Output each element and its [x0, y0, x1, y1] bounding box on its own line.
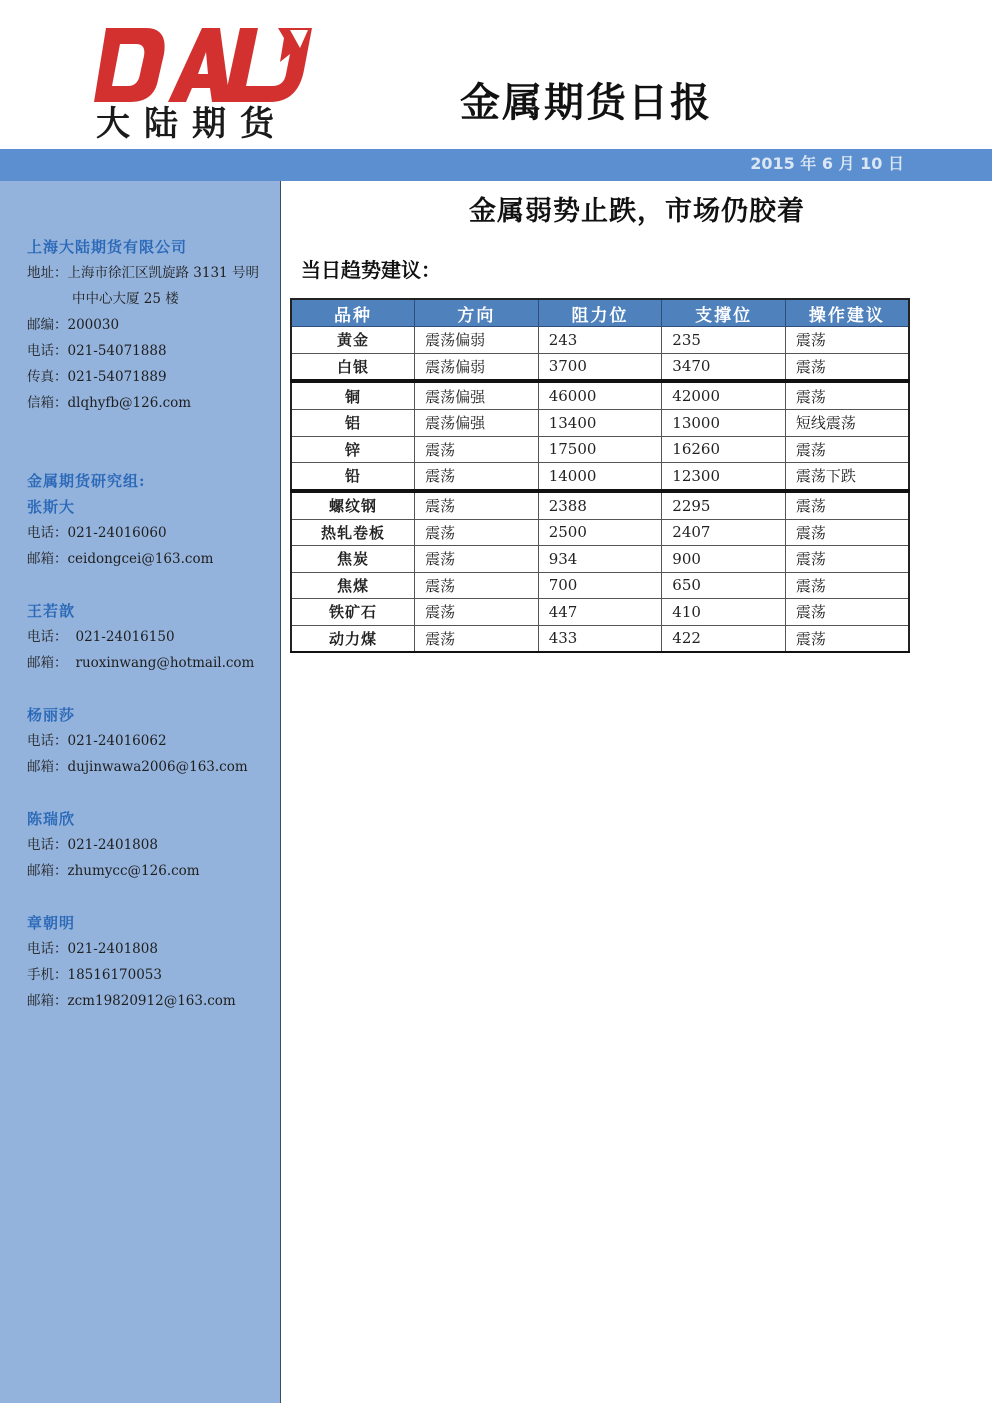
cell-direction: 震荡: [415, 436, 539, 463]
member-phone-line: [27, 624, 254, 650]
team-block-zhang: [27, 468, 213, 572]
cell-support: 16260: [662, 436, 786, 463]
report-date: 2015 年 6 月 10 日: [750, 154, 904, 173]
mail-value[interactable]: dlqhyfb@126.com: [67, 395, 192, 411]
cell-advice: 震荡: [785, 572, 909, 599]
cell-resistance: 14000: [538, 463, 662, 491]
cell-support: 235: [662, 327, 786, 354]
mobile-value: 18516170053: [67, 967, 162, 983]
cell-resistance: 934: [538, 546, 662, 573]
table-row: [291, 546, 909, 573]
company-info: [27, 234, 259, 416]
cell-variety: 铝: [291, 410, 415, 437]
cell-variety: 铁矿石: [291, 599, 415, 626]
cell-direction: 震荡偏强: [415, 381, 539, 410]
trend-table: [290, 298, 910, 653]
email-value[interactable]: dujinwawa2006@163.com: [67, 759, 248, 775]
cell-support: 900: [662, 546, 786, 573]
cell-support: 12300: [662, 463, 786, 491]
member-name: 陈瑞欣: [27, 810, 76, 828]
cell-resistance: 17500: [538, 436, 662, 463]
cell-variety: 热轧卷板: [291, 519, 415, 546]
email-value[interactable]: zcm19820912@163.com: [67, 993, 236, 1009]
cell-resistance: 433: [538, 625, 662, 652]
cell-variety: 动力煤: [291, 625, 415, 652]
phone-value: 021-24016062: [67, 733, 167, 749]
email-value[interactable]: ceidongcei@163.com: [67, 551, 214, 567]
cell-resistance: 447: [538, 599, 662, 626]
header-advice: 操作建议: [785, 299, 909, 327]
fax-label: 传真：: [27, 369, 68, 385]
member-phone-line: [27, 832, 200, 858]
cell-resistance: 700: [538, 572, 662, 599]
team-block-zhangchaoming: [27, 910, 236, 1014]
cell-advice: 震荡: [785, 546, 909, 573]
email-label: 邮箱：: [27, 551, 68, 567]
cell-direction: 震荡: [415, 519, 539, 546]
cell-resistance: 46000: [538, 381, 662, 410]
phone-value: 021-24016150: [75, 629, 175, 645]
table-row: [291, 381, 909, 410]
cell-advice: 震荡: [785, 491, 909, 520]
cell-advice: 震荡: [785, 436, 909, 463]
team-title: 金属期货研究组:: [27, 472, 146, 490]
phone-value: 021-24016060: [67, 525, 167, 541]
header-resistance: 阻力位: [538, 299, 662, 327]
company-logo: [94, 24, 312, 142]
email-value[interactable]: ruoxinwang@hotmail.com: [75, 655, 255, 671]
cell-advice: 震荡: [785, 353, 909, 381]
cell-support: 42000: [662, 381, 786, 410]
cell-direction: 震荡偏弱: [415, 327, 539, 354]
cell-variety: 黄金: [291, 327, 415, 354]
email-label: 邮箱：: [27, 993, 68, 1009]
cell-variety: 螺纹钢: [291, 491, 415, 520]
email-label: 邮箱：: [27, 655, 68, 671]
cell-direction: 震荡: [415, 599, 539, 626]
cell-direction: 震荡: [415, 546, 539, 573]
cell-resistance: 2388: [538, 491, 662, 520]
address-value: 上海市徐汇区凯旋路 3131 号明: [67, 265, 259, 281]
cell-variety: 焦炭: [291, 546, 415, 573]
cell-direction: 震荡偏强: [415, 410, 539, 437]
phone-label: 电话：: [27, 525, 68, 541]
table-row: [291, 599, 909, 626]
table-row: [291, 572, 909, 599]
phone-label: 电话：: [27, 629, 68, 645]
email-label: 邮箱：: [27, 863, 68, 879]
member-phone-line: [27, 728, 248, 754]
cell-variety: 铜: [291, 381, 415, 410]
cell-direction: 震荡: [415, 491, 539, 520]
cell-resistance: 3700: [538, 353, 662, 381]
cell-direction: 震荡: [415, 463, 539, 491]
fax-value: 021-54071889: [67, 369, 167, 385]
cell-advice: 震荡: [785, 599, 909, 626]
cell-advice: 震荡: [785, 625, 909, 652]
phone-value: 021-2401808: [67, 837, 158, 853]
cell-support: 422: [662, 625, 786, 652]
cell-direction: 震荡偏弱: [415, 353, 539, 381]
cell-support: 2407: [662, 519, 786, 546]
zip-label: 邮编：: [27, 317, 68, 333]
member-name: 张斯大: [27, 498, 76, 516]
member-mobile-line: [27, 962, 236, 988]
header-variety: 品种: [291, 299, 415, 327]
header-support: 支撑位: [662, 299, 786, 327]
member-email-line: [27, 546, 213, 572]
member-email-line: [27, 858, 200, 884]
cell-advice: 震荡: [785, 519, 909, 546]
cell-variety: 铅: [291, 463, 415, 491]
cell-variety: 白银: [291, 353, 415, 381]
address-line: [27, 260, 259, 286]
address-label: 地址：: [27, 265, 68, 281]
mail-line: [27, 390, 259, 416]
cell-resistance: 13400: [538, 410, 662, 437]
cell-support: 410: [662, 599, 786, 626]
date-bar: [0, 149, 992, 181]
table-row: [291, 625, 909, 652]
member-email-line: [27, 988, 236, 1014]
phone-line: [27, 338, 259, 364]
member-name: 章朝明: [27, 914, 76, 932]
table-row: [291, 491, 909, 520]
header-direction: 方向: [415, 299, 539, 327]
cell-advice: 震荡下跌: [785, 463, 909, 491]
cell-variety: 锌: [291, 436, 415, 463]
fax-line: [27, 364, 259, 390]
logo-mark: [94, 24, 312, 106]
phone-label: 电话：: [27, 941, 68, 957]
cell-resistance: 243: [538, 327, 662, 354]
contact-sidebar: [0, 181, 281, 1403]
table-row: [291, 353, 909, 381]
cell-resistance: 2500: [538, 519, 662, 546]
cell-advice: 震荡: [785, 327, 909, 354]
cell-support: 650: [662, 572, 786, 599]
cell-direction: 震荡: [415, 572, 539, 599]
zip-value: 200030: [67, 317, 120, 333]
mail-label: 信箱：: [27, 395, 68, 411]
member-email-line: [27, 754, 248, 780]
member-name: 杨丽莎: [27, 706, 76, 724]
phone-value: 021-54071888: [67, 343, 167, 359]
address-line-2: 中中心大厦 25 楼: [72, 291, 179, 307]
trend-section-heading: 当日趋势建议：: [301, 258, 441, 282]
team-block-wang: [27, 598, 254, 676]
member-email-line: [27, 650, 254, 676]
table-row: [291, 463, 909, 491]
team-block-yang: [27, 702, 248, 780]
cell-variety: 焦煤: [291, 572, 415, 599]
table-header-row: [291, 299, 909, 327]
member-name: 王若歆: [27, 602, 76, 620]
cell-support: 2295: [662, 491, 786, 520]
company-name: 上海大陆期货有限公司: [27, 238, 188, 256]
email-label: 邮箱：: [27, 759, 68, 775]
cell-direction: 震荡: [415, 625, 539, 652]
cell-support: 13000: [662, 410, 786, 437]
report-headline: 金属弱势止跌，市场仍胶着: [469, 196, 805, 227]
table-row: [291, 519, 909, 546]
table-row: [291, 436, 909, 463]
member-phone-line: [27, 936, 236, 962]
cell-support: 3470: [662, 353, 786, 381]
member-phone-line: [27, 520, 213, 546]
phone-label: 电话：: [27, 343, 68, 359]
cell-advice: 短线震荡: [785, 410, 909, 437]
mobile-label: 手机：: [27, 967, 68, 983]
phone-value: 021-2401808: [67, 941, 158, 957]
email-value[interactable]: zhumycc@126.com: [67, 863, 200, 879]
team-block-chen: [27, 806, 200, 884]
table-row: [291, 327, 909, 354]
table-row: [291, 410, 909, 437]
zip-line: [27, 312, 259, 338]
logo-chinese-text: 大陆期货: [96, 104, 288, 144]
phone-label: 电话：: [27, 837, 68, 853]
report-title: 金属期货日报: [460, 80, 712, 126]
phone-label: 电话：: [27, 733, 68, 749]
cell-advice: 震荡: [785, 381, 909, 410]
